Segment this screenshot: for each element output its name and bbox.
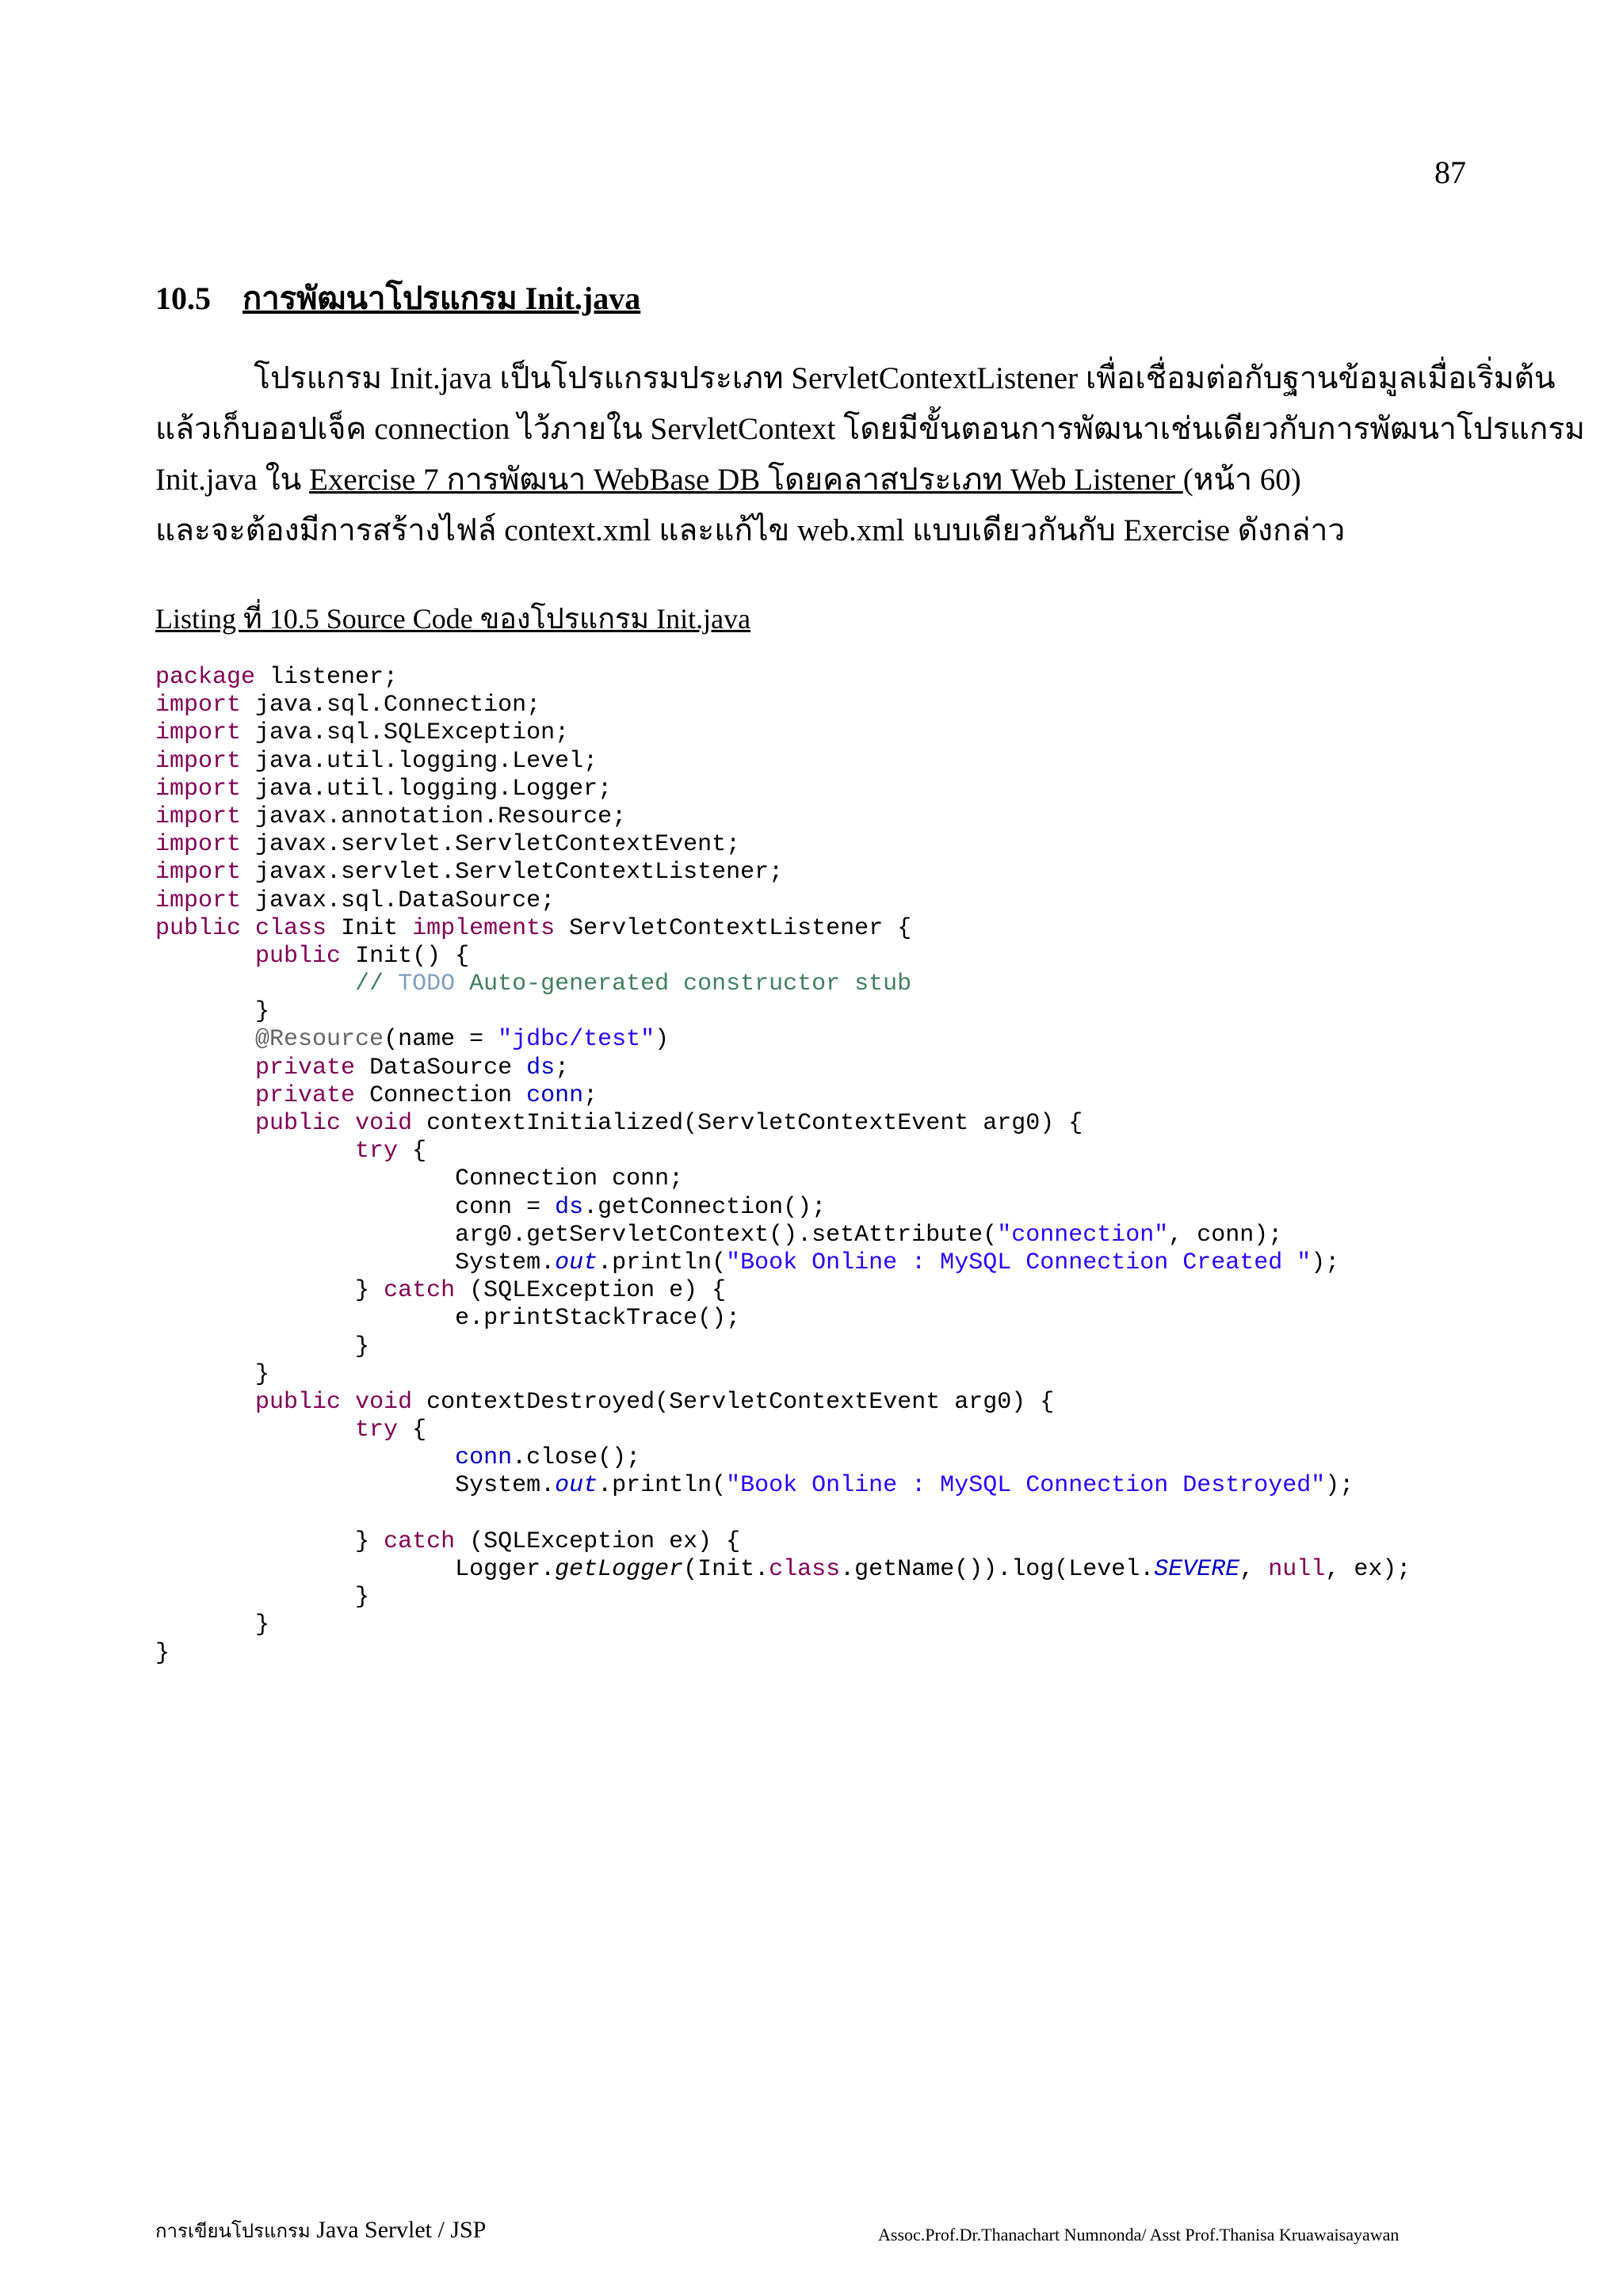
code-line-34 [155, 1584, 1411, 1611]
paragraph-line-2: แล้วเก็บออปเจ็ค connection ไว้ภายใน ServletContext โดยมีขั้นตอนการพัฒนาเช่นเดียวกับการพัฒนาโปรแกรม [155, 412, 1586, 446]
code-text: , conn); [1168, 1221, 1283, 1249]
code-line-31 [155, 1501, 1411, 1528]
code-line-35 [155, 1611, 1411, 1639]
code-string: "jdbc/test" [498, 1026, 655, 1054]
code-text: .println( [598, 1472, 727, 1500]
code-text: ; [555, 1054, 570, 1081]
code-keyword: null [1268, 1556, 1326, 1583]
code-text: e.printStackTrace(); [455, 1305, 741, 1333]
section-title: การพัฒนาโปรแกรม Init.java [242, 280, 641, 316]
code-line-3 [155, 719, 1411, 747]
code-text: , ex); [1325, 1556, 1411, 1583]
code-text: contextInitialized(ServletContextEvent arg0) { [412, 1110, 1083, 1137]
code-text: conn = [455, 1193, 556, 1221]
code-text: } [355, 1584, 370, 1611]
code-text: } [255, 1360, 270, 1388]
code-line-20 [155, 1194, 1411, 1222]
code-line-24 [155, 1305, 1411, 1333]
code-text: Init [327, 914, 413, 942]
code-text: System. [455, 1249, 556, 1276]
code-text: } [355, 1277, 384, 1305]
code-keyword: public [155, 914, 242, 942]
code-text: Connection [355, 1081, 527, 1109]
code-string: "Book Online : MySQL Connection Created " [726, 1249, 1312, 1276]
code-keyword: class [769, 1556, 841, 1583]
code-line-12 [155, 971, 1411, 998]
code-keyword: void [355, 1388, 413, 1416]
code-text: } [155, 1639, 170, 1667]
code-line-15 [155, 1055, 1411, 1082]
code-text: } [355, 1527, 384, 1555]
code-line-13 [155, 998, 1411, 1026]
code-line-29 [155, 1444, 1411, 1472]
code-line-17 [155, 1110, 1411, 1138]
code-text: ); [1325, 1472, 1354, 1500]
code-text: } [255, 1611, 270, 1639]
code-text: (Init. [683, 1556, 769, 1583]
code-text: listener; [255, 664, 399, 691]
code-keyword: import [155, 859, 242, 887]
code-keyword: class [255, 914, 327, 942]
code-text: .getName()).log(Level. [840, 1556, 1155, 1583]
footer-course-english: Java Servlet / JSP [310, 2217, 487, 2243]
code-text: (name = [384, 1026, 498, 1054]
section-heading [155, 273, 640, 323]
footer-course-title [155, 2215, 486, 2246]
code-comment: // [355, 971, 399, 998]
code-line-9 [155, 887, 1411, 915]
code-keyword: void [355, 1110, 413, 1137]
code-field: ds [555, 1193, 584, 1221]
code-line-28 [155, 1417, 1411, 1444]
code-text: .getConnection(); [583, 1193, 827, 1221]
code-keyword: private [255, 1054, 356, 1081]
code-text: javax.sql.DataSource; [241, 887, 556, 914]
code-text: .println( [598, 1249, 727, 1276]
code-string: "connection" [997, 1221, 1169, 1249]
code-keyword: public [255, 1110, 342, 1137]
code-text: javax.servlet.ServletContextListener; [241, 859, 784, 887]
code-listing [155, 664, 1411, 1668]
code-text: arg0.getServletContext().setAttribute( [455, 1221, 998, 1249]
code-field: conn [455, 1444, 513, 1472]
code-keyword: import [155, 719, 242, 747]
exercise-reference: Exercise 7 การพัฒนา WebBase DB โดยคลาสประเภท Web Listener [309, 463, 1183, 497]
code-text: (SQLException ex) { [455, 1527, 741, 1555]
code-keyword: import [155, 803, 242, 830]
section-number: 10.5 [155, 280, 211, 316]
code-keyword: implements [412, 914, 556, 942]
code-line-32 [155, 1528, 1411, 1556]
code-line-16 [155, 1082, 1411, 1110]
code-keyword: catch [384, 1277, 456, 1305]
code-line-23 [155, 1277, 1411, 1305]
intro-paragraph [155, 353, 1586, 556]
code-text: Logger. [455, 1556, 556, 1583]
code-field: ds [526, 1054, 556, 1081]
code-keyword: public [255, 942, 342, 970]
code-static-field: out [555, 1472, 598, 1500]
code-text: System. [455, 1472, 556, 1500]
code-line-25 [155, 1333, 1411, 1361]
code-line-6 [155, 803, 1411, 831]
code-text: (SQLException e) { [455, 1277, 727, 1305]
code-text: DataSource [355, 1054, 527, 1081]
code-keyword: public [255, 1388, 342, 1416]
code-text: javax.annotation.Resource; [241, 803, 627, 830]
code-line-5 [155, 776, 1411, 803]
code-static-field: SEVERE [1154, 1556, 1240, 1583]
code-text: } [355, 1333, 370, 1360]
paragraph-line-3-pre: Init.java ใน [155, 463, 310, 497]
code-text: java.util.logging.Logger; [241, 775, 613, 803]
code-text: java.sql.Connection; [241, 692, 541, 719]
code-keyword: catch [384, 1527, 456, 1555]
code-line-8 [155, 859, 1411, 887]
paragraph-line-3 [155, 455, 1455, 505]
code-keyword: private [255, 1081, 356, 1109]
code-line-22 [155, 1249, 1411, 1277]
code-text: ); [1311, 1249, 1340, 1276]
code-keyword: import [155, 887, 242, 914]
footer-authors: Assoc.Prof.Dr.Thanachart Numnonda/ Asst Prof.Thanisa Kruawaisayawan [878, 2225, 1400, 2245]
code-line-10 [155, 915, 1411, 943]
paragraph-line-1: โปรแกรม Init.java เป็นโปรแกรมประเภท ServletContextListener เพื่อเชื่อมต่อกับฐานข้อมูลเมื่อเริ่มต้น [254, 361, 1556, 395]
code-text: } [255, 998, 270, 1026]
code-text: , [1239, 1556, 1269, 1583]
listing-caption: Listing ที่ 10.5 Source Code ของโปรแกรม Init.java [155, 603, 751, 635]
code-static-method: getLogger [555, 1556, 684, 1583]
code-keyword: try [355, 1138, 399, 1165]
code-keyword: import [155, 692, 242, 719]
code-line-21 [155, 1222, 1411, 1249]
page-number: 87 [1434, 154, 1466, 190]
code-keyword: try [355, 1417, 399, 1444]
code-line-4 [155, 748, 1411, 776]
code-line-2 [155, 692, 1411, 719]
code-keyword: import [155, 831, 242, 859]
code-text: { [398, 1138, 427, 1165]
code-line-30 [155, 1472, 1411, 1500]
code-line-19 [155, 1165, 1411, 1193]
code-line-27 [155, 1389, 1411, 1417]
code-comment: Auto-generated constructor stub [455, 971, 912, 998]
code-line-33 [155, 1556, 1411, 1584]
code-line-36 [155, 1640, 1411, 1668]
code-text: ; [583, 1081, 598, 1109]
code-todo-tag: TODO [398, 971, 456, 998]
code-text: Connection conn; [455, 1165, 684, 1193]
code-text: .close(); [512, 1444, 641, 1472]
code-text: ServletContextListener { [555, 914, 912, 942]
code-annotation: @Resource [255, 1026, 384, 1054]
paragraph-line-4: และจะต้องมีการสร้างไฟล์ context.xml และแก้ไข web.xml แบบเดียวกันกับ Exercise ดังกล่าว [155, 513, 1346, 547]
code-keyword: import [155, 747, 242, 775]
footer-course-thai: การเขียนโปรแกรม [155, 2222, 311, 2242]
paragraph-line-3-post: (หน้า 60) [1182, 463, 1301, 497]
code-text: java.sql.SQLException; [241, 719, 570, 747]
code-keyword: package [155, 664, 256, 691]
code-line-26 [155, 1361, 1411, 1389]
code-static-field: out [555, 1249, 598, 1276]
code-text: contextDestroyed(ServletContextEvent arg0) { [412, 1388, 1055, 1416]
code-line-1 [155, 664, 1411, 692]
code-text: ) [655, 1026, 670, 1054]
code-line-14 [155, 1026, 1411, 1054]
code-text: javax.servlet.ServletContextEvent; [241, 831, 741, 859]
code-line-18 [155, 1138, 1411, 1165]
code-line-7 [155, 831, 1411, 859]
code-text: Init() { [341, 942, 470, 970]
code-text: { [398, 1417, 427, 1444]
code-line-11 [155, 943, 1411, 971]
code-string: "Book Online : MySQL Connection Destroyed" [726, 1472, 1326, 1500]
code-keyword: import [155, 775, 242, 803]
code-field: conn [526, 1081, 584, 1109]
code-text: java.util.logging.Level; [241, 747, 598, 775]
